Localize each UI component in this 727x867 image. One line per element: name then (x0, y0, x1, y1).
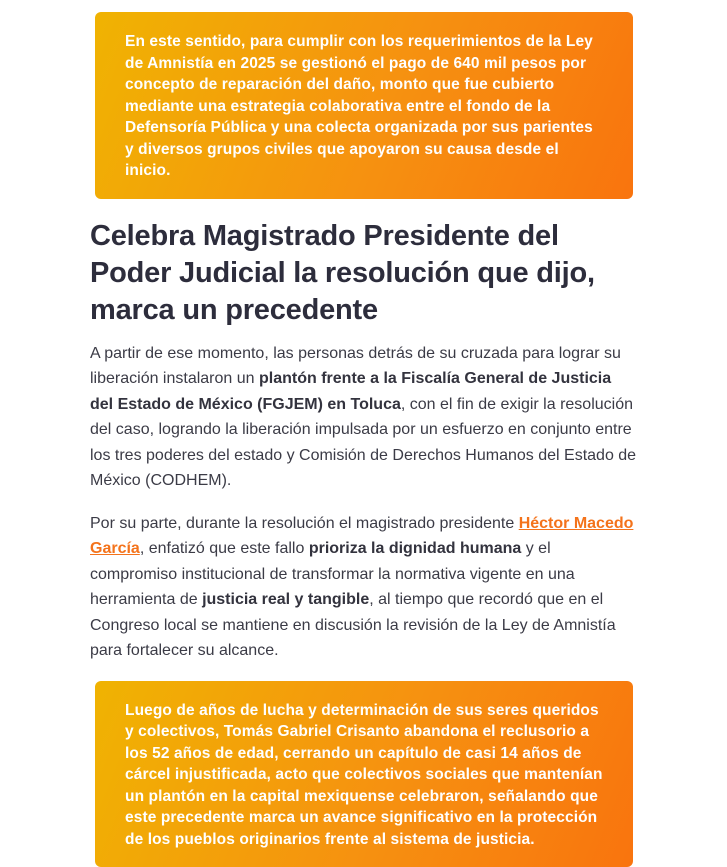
paragraph-1 (90, 341, 637, 494)
article-heading: Celebra Magistrado Presidente del Poder Judicial la resolución que dijo, marca un precedente (90, 218, 637, 329)
text-run: y el compromiso institucional de transformar la normativa vigente en una herramienta de (90, 540, 575, 608)
text-run: , con el fin de exigir la resolución del caso, logrando la liberación impulsada por un esfuerzo en conjunto entre los tres poderes del estado y Comisión de Derechos Humanos del Estado de México (CODHEM). (90, 396, 636, 490)
callout-top-text: En este sentido, para cumplir con los requerimientos de la Ley de Amnistía en 2025 se gestionó el pago de 640 mil pesos por concepto de reparación del daño, monto que fue cubierto mediante una estrategia colaborativa entre el fondo de la Defensoría Pública y una colecta organizada por sus parientes y diversos grupos civiles que apoyaron su causa desde el inicio. (125, 31, 604, 182)
bold-text-run: justicia real y tangible (202, 591, 369, 608)
text-run: Por su parte, durante la resolución el magistrado presidente (90, 515, 519, 532)
highlight-callout-bottom (95, 681, 633, 867)
callout-bottom-text: Luego de años de lucha y determinación de sus seres queridos y colectivos, Tomás Gabriel Crisanto abandona el reclusorio a los 52 años de edad, cerrando un capítulo de casi 14 años de cárcel injustificada, acto que colectivos sociales que mantenían un plantón en la capital mexiquense celebraron, señalando que este precedente marca un avance significativo en la protección de los pueblos originarios frente al sistema de justicia. (125, 700, 604, 851)
hector-macedo-garcia-link[interactable]: Héctor Macedo García (90, 515, 633, 558)
paragraph-2 (90, 511, 637, 664)
bold-text-run: prioriza la dignidad humana (309, 540, 521, 557)
text-run: , al tiempo que recordó que en el Congreso local se mantiene en discusión la revisión de la Ley de Amnistía para fortalecer su alcance. (90, 591, 616, 659)
text-run: A partir de ese momento, las personas detrás de su cruzada para lograr su liberación instalaron un (90, 345, 621, 388)
text-run: , enfatizó que este fallo (140, 540, 309, 557)
highlight-callout-top (95, 12, 633, 199)
bold-text-run: plantón frente a la Fiscalía General de Justicia del Estado de México (FGJEM) en Toluca (90, 370, 611, 413)
